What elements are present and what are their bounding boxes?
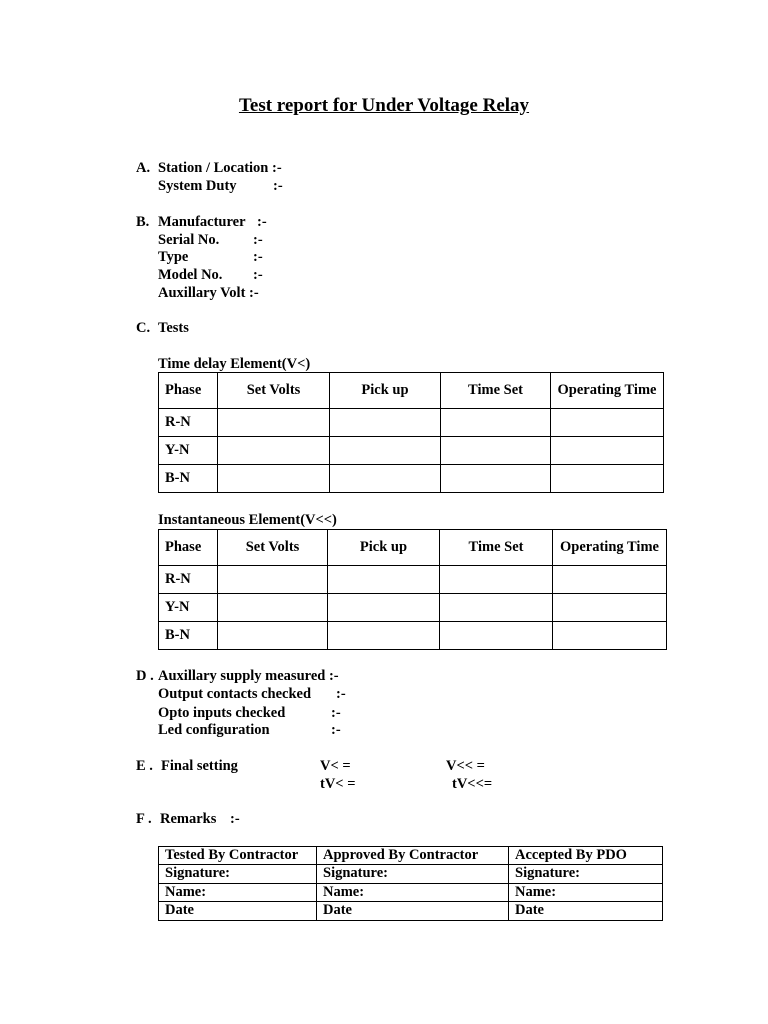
led-configuration-label: Led configuration [158, 722, 270, 738]
system-duty-label: System Duty [158, 178, 237, 194]
table-row [159, 622, 667, 650]
section-b-letter: B. [136, 214, 150, 230]
time-set-cell[interactable] [441, 437, 551, 465]
time-set-cell[interactable] [440, 594, 553, 622]
name-row [159, 883, 663, 901]
operating-time-cell[interactable] [551, 409, 664, 437]
type-separator: :- [253, 249, 263, 265]
set-volts-cell[interactable] [218, 437, 330, 465]
pick-up-cell[interactable] [328, 566, 440, 594]
table-header-row [159, 530, 667, 566]
header-phase: Phase [159, 530, 218, 566]
operating-time-cell[interactable] [553, 622, 667, 650]
set-volts-cell[interactable] [218, 594, 328, 622]
name-field[interactable]: Name: [159, 883, 317, 901]
header-time-set: Time Set [441, 373, 551, 409]
signature-field[interactable]: Signature: [159, 865, 317, 883]
signature-field[interactable]: Signature: [317, 865, 509, 883]
header-operating-time: Operating Time [553, 530, 667, 566]
date-field[interactable]: Date [317, 902, 509, 920]
operating-time-cell[interactable] [553, 566, 667, 594]
table-row [159, 465, 664, 493]
phase-cell: B-N [159, 622, 218, 650]
table-row [159, 594, 667, 622]
accepted-by-pdo-header: Accepted By PDO [509, 847, 663, 865]
time-set-cell[interactable] [440, 622, 553, 650]
section-a-letter: A. [136, 160, 151, 176]
pick-up-cell[interactable] [328, 594, 440, 622]
system-duty-separator: :- [273, 178, 283, 194]
opto-inputs-label: Opto inputs checked [158, 705, 286, 721]
tests-label: Tests [158, 320, 189, 336]
model-no-separator: :- [253, 267, 263, 283]
station-location-label: Station / Location :- [158, 160, 282, 176]
auxillary-volt-label: Auxillary Volt :- [158, 285, 259, 301]
remarks-separator: :- [230, 811, 240, 827]
set-volts-cell[interactable] [218, 566, 328, 594]
table-header-row [159, 373, 664, 409]
time-delay-table-title: Time delay Element(V<) [158, 356, 311, 372]
time-set-cell[interactable] [440, 566, 553, 594]
tv-less-setting: tV< = [320, 776, 356, 792]
section-e-letter: E . [136, 758, 153, 774]
v-less-less-setting: V<< = [446, 758, 485, 774]
opto-inputs-separator: :- [331, 705, 341, 721]
table-row [159, 437, 664, 465]
pick-up-cell[interactable] [330, 465, 441, 493]
output-contacts-label: Output contacts checked [158, 686, 312, 702]
model-no-label: Model No. [158, 267, 223, 283]
manufacturer-separator: :- [257, 214, 267, 230]
header-pick-up: Pick up [328, 530, 440, 566]
output-contacts-separator: :- [336, 686, 346, 702]
operating-time-cell[interactable] [551, 465, 664, 493]
serial-no-separator: :- [253, 232, 263, 248]
time-delay-table [158, 372, 664, 493]
section-d-letter: D . [136, 668, 154, 684]
section-f-letter: F . [136, 811, 152, 827]
signoff-header-row [159, 847, 663, 865]
pick-up-cell[interactable] [330, 409, 441, 437]
page-title: Test report for Under Voltage Relay [238, 95, 530, 116]
phase-cell: R-N [159, 566, 218, 594]
instantaneous-table [158, 529, 667, 650]
type-label: Type [158, 249, 189, 265]
approved-by-contractor-header: Approved By Contractor [317, 847, 509, 865]
pick-up-cell[interactable] [330, 437, 441, 465]
phase-cell: R-N [159, 409, 218, 437]
table-row [159, 566, 667, 594]
remarks-label: Remarks [160, 811, 217, 827]
set-volts-cell[interactable] [218, 465, 330, 493]
date-field[interactable]: Date [159, 902, 317, 920]
date-row [159, 902, 663, 920]
instantaneous-table-title: Instantaneous Element(V<<) [158, 512, 337, 528]
signature-field[interactable]: Signature: [509, 865, 663, 883]
header-phase: Phase [159, 373, 218, 409]
set-volts-cell[interactable] [218, 409, 330, 437]
header-set-volts: Set Volts [218, 530, 328, 566]
phase-cell: Y-N [159, 594, 218, 622]
section-c-letter: C. [136, 320, 151, 336]
auxillary-supply-label: Auxillary supply measured :- [158, 668, 339, 684]
phase-cell: B-N [159, 465, 218, 493]
tested-by-contractor-header: Tested By Contractor [159, 847, 317, 865]
signoff-table [158, 846, 663, 921]
name-field[interactable]: Name: [509, 883, 663, 901]
operating-time-cell[interactable] [551, 437, 664, 465]
table-row [159, 409, 664, 437]
v-less-setting: V< = [320, 758, 351, 774]
header-pick-up: Pick up [330, 373, 441, 409]
header-operating-time: Operating Time [551, 373, 664, 409]
tv-less-less-setting: tV<<= [452, 776, 493, 792]
signature-row [159, 865, 663, 883]
time-set-cell[interactable] [441, 465, 551, 493]
led-configuration-separator: :- [331, 722, 341, 738]
name-field[interactable]: Name: [317, 883, 509, 901]
final-setting-label: Final setting [161, 758, 238, 774]
manufacturer-label: Manufacturer [158, 214, 246, 230]
set-volts-cell[interactable] [218, 622, 328, 650]
pick-up-cell[interactable] [328, 622, 440, 650]
time-set-cell[interactable] [441, 409, 551, 437]
header-set-volts: Set Volts [218, 373, 330, 409]
operating-time-cell[interactable] [553, 594, 667, 622]
serial-no-label: Serial No. [158, 232, 220, 248]
header-time-set: Time Set [440, 530, 553, 566]
date-field[interactable]: Date [509, 902, 663, 920]
phase-cell: Y-N [159, 437, 218, 465]
